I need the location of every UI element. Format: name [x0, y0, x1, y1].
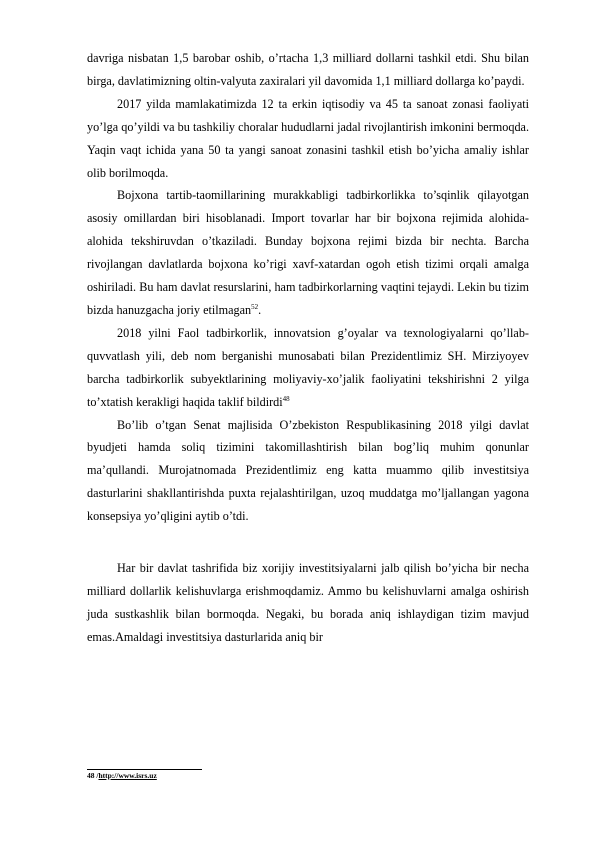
footnote-separator: / — [96, 771, 99, 780]
footnote-ref-48[interactable]: 48 — [282, 394, 290, 403]
footnote-ref-52[interactable]: 52 — [251, 302, 259, 311]
paragraph-6: Har bir davlat tashrifida biz xorijiy investitsiyalarni jalb qilish bo’yicha bir necha milliard dollarlik kelishuvlarga erishmoqdamiz. Ammo bu kelishuvlarni amalga oshirish juda sustkashlik bilan bormoqda. Negaki, bu borada aniq ishlaydigan tizim mavjud emas.Amaldagi investitsiya dasturlarida aniq bir — [87, 561, 529, 644]
paragraph-3 — [87, 184, 529, 321]
paragraph-4 — [87, 322, 529, 414]
footnote — [87, 771, 157, 781]
paragraph-3-end: . — [258, 302, 262, 317]
footnote-divider — [87, 769, 202, 770]
paragraph-2: 2017 yilda mamlakatimizda 12 ta erkin iqtisodiy va 45 ta sanoat zonasi faoliyati yo’lga qo’yildi va bu tashkiliy choralar hududlarni jadal rivojlantirish imkonini bermoqda. Yaqin vaqt ichida yana 50 ta yangi sanoat zonasini tashkil etish bo’yicha amaliy ishlar olib borilmoqda. — [87, 96, 529, 180]
body-text — [87, 47, 529, 649]
footnote-link[interactable]: http://www.isrs.uz — [98, 771, 157, 780]
footnote-number: 48 — [87, 771, 95, 780]
paragraph-1: davriga nisbatan 1,5 barobar oshib, o’rtacha 1,3 milliard dollarni tashkil etdi. Shu bilan birga, davlatimizning oltin-valyuta zaxiralari yil davomida 1,1 milliard dollarga ko’paydi. — [87, 51, 529, 88]
paragraph-5: Bo’lib o’tgan Senat majlisida O’zbekiston Respublikasining 2018 yilgi davlat byudjeti hamda soliq tizimini takomillashtirish bilan bog’liq muhim qonunlar ma’qullandi. Murojatnomada Prezidentlimiz eng katta muammo qilib investitsiya dasturlarini shakllantirishda puxta rejalashtirilgan, uzoq muddatga mo’ljallangan yagona konsepsiya yo’qligini aytib o’tdi. — [87, 417, 529, 524]
paragraph-gap — [87, 528, 529, 557]
paragraph-4-text: 2018 yilni Faol tadbirkorlik, innovatsion g’oyalar va texnologiyalarni qo’llab-quvvatlash yili, deb nom berganishi munosabati bilan Prezidentlimiz SH. Mirziyoyev barcha tadbirkorlik subyektlarining moliyaviy-xo’jalik faoliyatini tekshirishni 2 yilga to’xtatish kerakligi haqida taklif bildirdi — [87, 325, 529, 409]
paragraph-3-text: Bojxona tartib-taomillarining murakkabligi tadbirkorlikka to’sqinlik qilayotgan asosiy omillardan biri hisoblanadi. Import tovarlar har bir bojxona rejimida alohida-alohida tekshiruvdan o’tkaziladi. Bunday bojxona rejimi bizda bir nechta. Barcha rivojlangan davlatlarda bojxona ko’rigi xavf-xatardan ogoh etish tizimi orqali amalga oshiriladi. Bu ham davlat resurslarini, ham tadbirkorlarning vaqtini tejaydi. Lekin bu tizim bizda hanuzgacha joriy etilmagan — [87, 188, 529, 317]
